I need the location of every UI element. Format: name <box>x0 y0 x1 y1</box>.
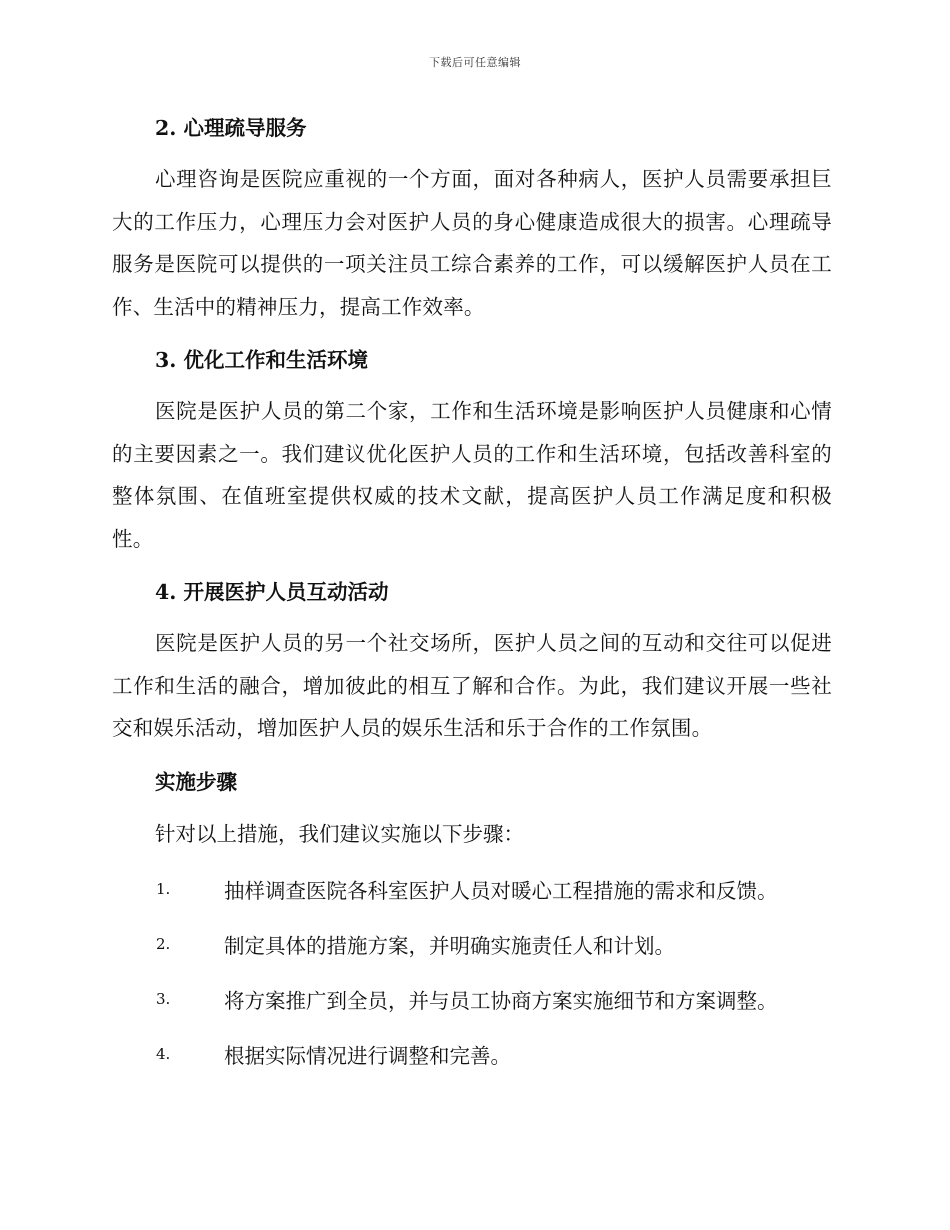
section-heading-environment: 3. 优化工作和生活环境 <box>155 348 369 372</box>
section-paragraph-psych-counseling: 心理咨询是医院应重视的一个方面，面对各种病人，医护人员需要承担巨大的工作压力，心理压力会对医护人员的身心健康造成很大的损害。心理疏导服务是医院可以提供的一项关注员工综合素养的工作，可以缓解医护人员在工作、生活中的精神压力，提高工作效率。 <box>112 167 832 319</box>
implementation-heading: 实施步骤 <box>155 769 237 794</box>
list-item <box>112 1027 832 1082</box>
document-body <box>112 108 832 1082</box>
step-number: 3. <box>156 990 171 1008</box>
step-number: 2. <box>156 935 171 953</box>
step-text: 制定具体的措施方案，并明确实施责任人和计划。 <box>224 934 675 958</box>
implementation-intro: 针对以上措施，我们建议实施以下步骤： <box>155 821 524 846</box>
implementation-steps-list <box>112 862 832 1082</box>
step-number: 4. <box>156 1045 171 1063</box>
section-heading-psych-counseling: 2. 心理疏导服务 <box>155 116 307 140</box>
list-item <box>112 972 832 1027</box>
section-paragraph-environment: 医院是医护人员的第二个家，工作和生活环境是影响医护人员健康和心情的主要因素之一。我们建议优化医护人员的工作和生活环境，包括改善科室的整体氛围、在值班室提供权威的技术文献，提高医护人员工作满足度和积极性。 <box>112 399 832 551</box>
list-item <box>112 917 832 972</box>
list-item <box>112 862 832 917</box>
section-paragraph-interaction: 医院是医护人员的另一个社交场所，医护人员之间的互动和交往可以促进工作和生活的融合，增加彼此的相互了解和合作。为此，我们建议开展一些社交和娱乐活动，增加医护人员的娱乐生活和乐于合作的工作氛围。 <box>112 631 832 740</box>
step-text: 抽样调查医院各科室医护人员对暖心工程措施的需求和反馈。 <box>224 879 778 903</box>
step-text: 根据实际情况进行调整和完善。 <box>224 1044 511 1068</box>
step-number: 1. <box>156 880 171 898</box>
header-note: 下载后可任意编辑 <box>429 56 521 69</box>
section-heading-interaction: 4. 开展医护人员互动活动 <box>155 580 389 604</box>
step-text: 将方案推广到全员，并与员工协商方案实施细节和方案调整。 <box>224 989 778 1013</box>
